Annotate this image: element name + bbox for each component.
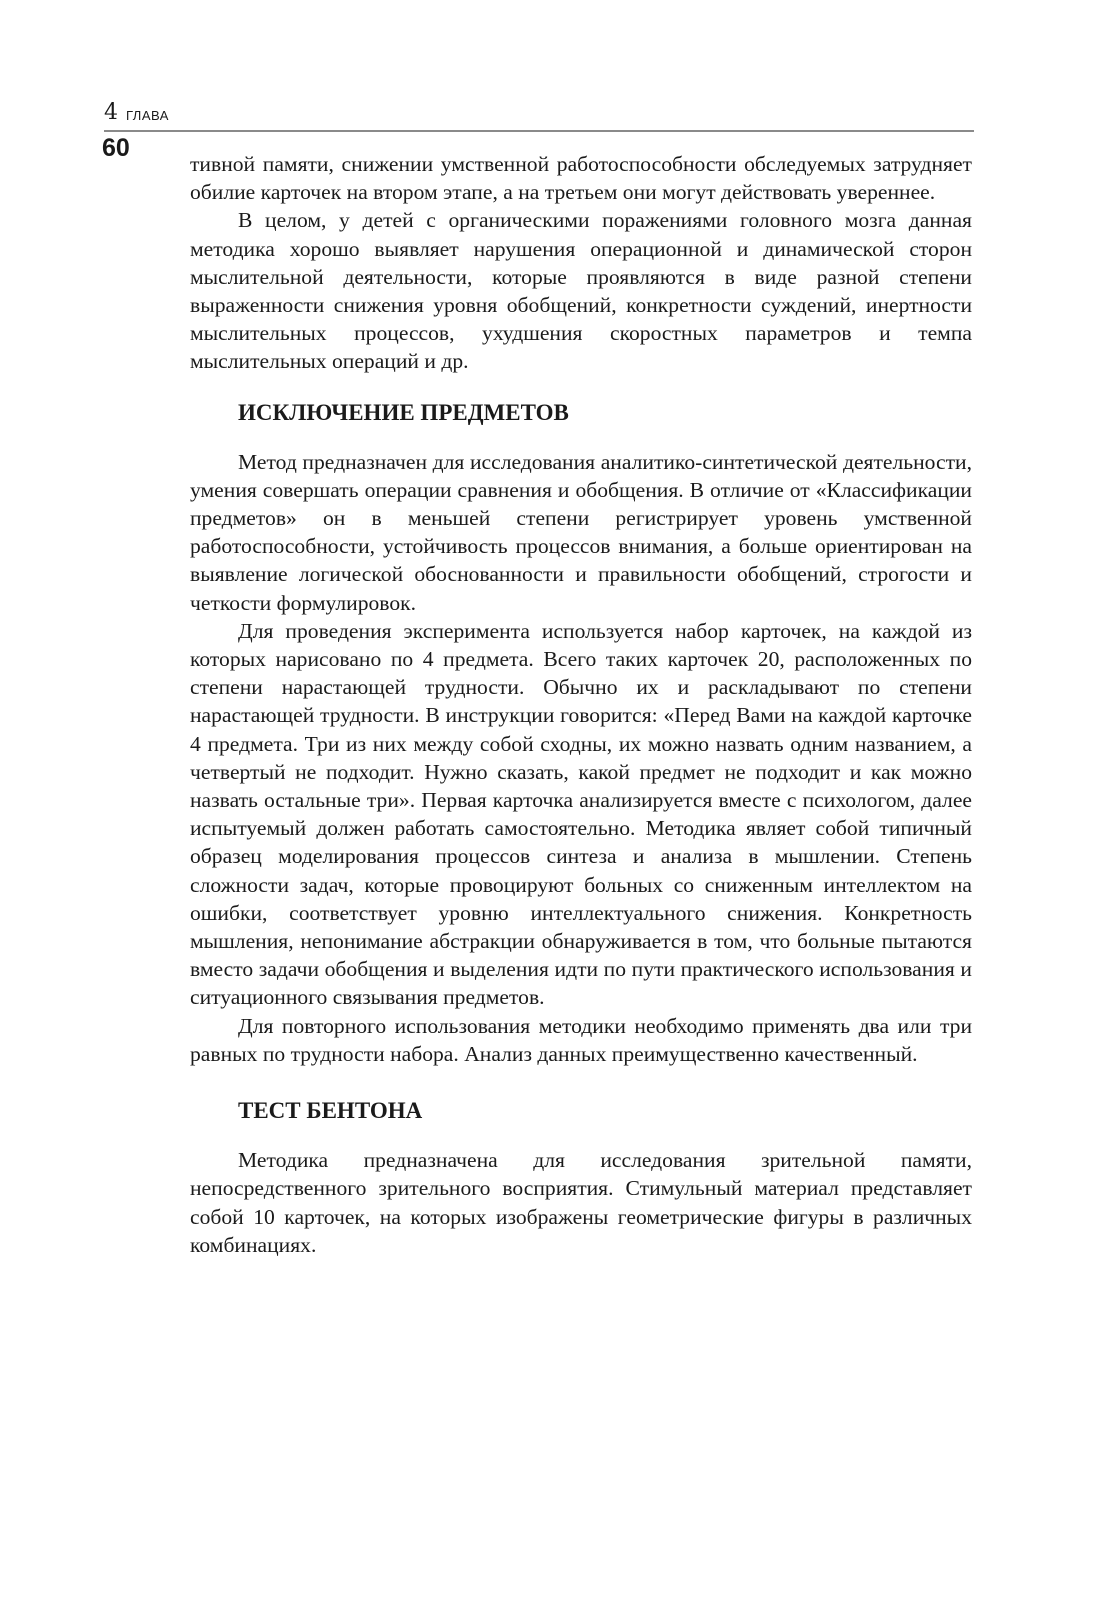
paragraph: Для повторного использования методики необходимо применять два или три равных по трудности набора. Анализ данных преимущественно качественный. [190,1013,972,1066]
paragraph: Для проведения эксперимента используется набор карточек, на каждой из которых нарисовано по 4 предмета. Всего таких карточек 20, расположенных по степени нарастающей трудности. Обычно их и раскладывают по степени нарастающей трудности. В инструкции говорится: «Перед Вами на каждой карточке 4 предмета. Три из них между собой сходны, их можно назвать одним названием, а четвертый не подходит. Нужно сказать, какой предмет не подходит и как можно назвать остальные три». Первая карточка анализируется вместе с психологом, далее испытуемый должен работать самостоятельно. Методика являет собой типичный образец моделирования процессов синтеза и анализа в мышлении. Степень сложности задач, которые провоцируют больных со сниженным интеллектом на ошибки, соответствует уровню интеллектуального снижения. Конкретность мышления, непонимание абстракции обнаруживается в том, что больные пытаются вместо задачи обобщения и выделения идти по пути практического использования и ситуационного связывания предметов. [190,618,972,1010]
paragraph: тивной памяти, снижении умственной работоспособности обследуемых затрудняет обилие карточек на втором этапе, а на третьем они могут действовать увереннее. [190,152,972,205]
paragraph: Методика предназначена для исследования зрительной памяти, непосредственного зрительного восприятия. Стимульный материал представляет собой 10 карточек, на которых изображены геометрические фигуры в различных комбинациях. [190,1148,972,1257]
paragraph: В целом, у детей с органическими поражениями головного мозга данная методика хорошо выявляет нарушения операционной и динамической сторон мыслительной деятельности, которые проявляются в виде разной степени выраженности снижения уровня обобщений, конкретности суждений, инертности мыслительных процессов, ухудшения скоростных параметров и темпа мыслительных операций и др. [190,208,972,374]
page-body [190,150,972,1259]
section-heading-benton: ТЕСТ БЕНТОНА [238,1098,423,1124]
page-number: 60 [102,134,130,162]
section-heading-exclusion: ИСКЛЮЧЕНИЕ ПРЕДМЕТОВ [238,399,569,425]
chapter-label: ГЛАВА [126,108,169,123]
chapter-number: 4 [104,100,118,125]
running-header [104,100,974,132]
paragraph: Метод предназначен для исследования аналитико-синтетической деятельности, умения совершать операции сравнения и обобщения. В отличие от «Классификации предметов» он в меньшей степени регистрирует уровень умственной работоспособности, устойчивость процессов внимания, а больше ориентирован на выявление логической обоснованности и правильности обобщений, строгости и четкости формулировок. [190,449,972,615]
